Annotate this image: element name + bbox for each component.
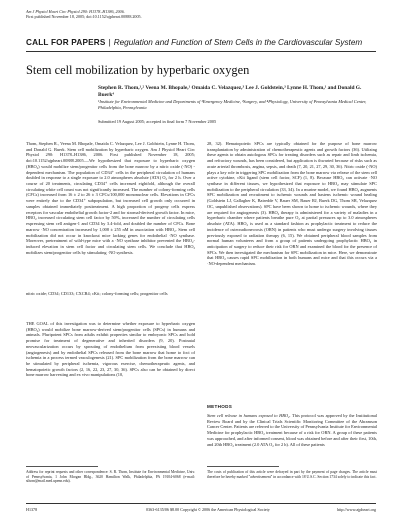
abstract-text: Thom, Stephen R., Veena M. Bhopale, Omaida C. Velazquez, Lee J. Goldstein, Lynne H. Thom, and Donald G. Buerk. Stem cell mobilization by hyperbaric oxygen. Am J Physiol Heart Circ Physiol 290: H1378–H1386, 2006. First published November 18, 2005; doi:10.1152/ajpheart.00888.2005.—We hypothesized that exposure to hyperbaric oxygen (HBO₂) would mobilize stem/progenitor cells from the bone marrow by a nitric oxide (·NO) -dependent mechanism. The population of CD34⁺ cells in the peripheral circulation of humans doubled in response to a single exposure to 2.0 atmospheres absolute (ATA) O₂ for 2 h. Over a course of 20 treatments, circulating CD34⁺ cells increased eightfold, although the overall circulating white cell count was not significantly increased. The number of colony-forming cells (CFCs) increased from 16 ± 2 to 26 ± 3 CFCs/100,000 mononuclear cells. Elevations in CFCs were entirely due to the CD34⁺ subpopulation, but increased cell growth only occurred in samples obtained immediately posttreatment. A high proportion of progeny cells express receptors for vascular endothelial growth factor-2 and for stromal-derived growth factor. In mice, HBO₂ increased circulating stem cell factor by 50%, increased the number of circulating cells expressing stem cell antigen-1 and CD34 by 3.4-fold, and doubled the number of CFCs. Bone marrow ·NO concentration increased by 1,008 ± 255 nM in association with HBO₂. Stem cell mobilization did not occur in knockout mice lacking genes for endothelial ·NO synthase. Moreover, pretreatment of wild-type mice with a ·NO synthase inhibitor prevented the HBO₂-induced elevation in stem cell factor and circulating stem cells. We conclude that HBO₂ mobilizes stem/progenitor cells by stimulating ·NO synthesis.: [26, 141, 196, 255]
introduction-continued-text: 28, 32). Hematopoietic SPCs are typically obtained for the purpose of bone marrow transplantation by administration of chemotherapeutic agents and growth factors (36). Utilizing these agents to obtain autologous SPCs for treating disorders such as repair and limb ischemia, and refractory wounds, has been considered, but application is thwarted because of risks such as acute arterial thrombosis, angina, sepsis, and death (7, 20, 21, 27, 29, 30, 36). Nitric oxide (·NO) plays a key role in triggering SPC mobilization from the bone marrow via release of the stem cell active cytokine, cKit ligand (stem cell factor, SCF) (1, 8). Because HBO₂ can activate ·NO synthase in different tissues, we hypothesized that exposure to HBO₂ may stimulate SPC mobilization to the peripheral circulation (33, 34). In a murine model, we found HBO₂ augments SPC mobilization and recruitment to ischemic wounds and hastens ischemic wound healing (Goldstein LJ, Gallagher K, Bairedde V, Bauer SM, Bauer RJ, Buerk DG, Thom SR, Velazquez OC, unpublished observations). SPC have been shown to home to ischemic wounds, where they are required for angiogenesis (3). HBO₂ therapy is administered for a variety of maladies in a hyperbaric chamber where patients breathe pure O₂ at partial pressures up to 3.0 atmospheres absolute (ATA). HBO₂ is used as a standard fashion as prophylactic treatment to reduce the incidence of osteoradionecrosis (ORN) in patients who must undergo surgery involving tissues previously exposed to radiation therapy (6, 15). We obtained peripheral blood samples from normal human volunteers and from a group of patients undergoing prophylactic HBO₂ in anticipation of surgery to reduce their risk for ORN and examined the blood for the presence of SPCs. We then investigated the mechanism for SPC mobilization in mice. Here, we demonstrate that HBO₂ causes rapid SPC mobilization in both humans and mice and that this occurs via a ·NO-dependent mechanism.: [207, 141, 377, 267]
journal-website-link[interactable]: http://www.ajpheart.org: [337, 507, 376, 512]
call-for-papers-label: CALL FOR PAPERS: [26, 38, 106, 47]
submission-dates: Submitted 19 August 2005; accepted in final form 7 November 2005: [98, 119, 217, 124]
series-title: Regulation and Function of Stem Cells in the Cardiovascular System: [113, 38, 363, 47]
introduction-text: THE GOAL of this investigation was to determine whether exposure to hyperbaric oxygen (HBO₂) would mobilize bone marrow-derived stem/progenitor cells (SPCs) in humans and animals. Pluripotent SPCs from adults exhibit properties similar to embryonic SPCs and hold promise for treatment of degenerative and inherited disorders (9, 20). Postnatal neovascularization occurs by sprouting of endothelium from preexisting blood vessels (angiogenesis) and by endothelial SPCs released from the bone marrow that home to foci of ischemia in a process termed vasculogenesis (21). SPC mobilization from the bone marrow can be stimulated by peripheral ischemia, vigorous exercise, chemotherapeutic agents, and hematopoietic growth factors (2, 16, 22, 23, 27, 30, 36). SPCs also can be obtained by direct bone marrow harvesting and ex vivo manipulations (10,: [26, 321, 195, 378]
footnote-rule-left: [26, 466, 98, 467]
abstract: [26, 141, 195, 255]
article-title: Stem cell mobilization by hyperbaric oxygen: [26, 63, 250, 77]
author-list: Stephen R. Thom,¹,² Veena M. Bhopale,¹ Omaida C. Velazquez,³ Lee J. Goldstein,³ Lynne H. Thom,¹ and Donald G. Buerk⁴: [98, 85, 362, 98]
footer-rule: [26, 503, 376, 504]
methods-heading: METHODS: [207, 404, 233, 409]
page-charges-footnote: The costs of publication of this article were defrayed in part by the payment of page charges. The article must therefore be hereby marked "advertisement" in accordance with 18 U.S.C. Section 1734 solely to indicate this fact.: [207, 470, 377, 479]
journal-masthead: [26, 9, 376, 19]
call-for-papers-banner: [26, 38, 376, 48]
introduction: [26, 321, 195, 378]
page-number: H1378: [26, 507, 38, 512]
methods-section: [207, 413, 377, 447]
banner-rule: [26, 51, 376, 52]
keywords-text: nitric oxide; CD34; CD133; CXCR4; cKit; colony-forming cells; progenitor cells: [26, 291, 168, 296]
citation-line: Am J Physiol Heart Circ Physiol 290: H1378–H1386, 2006.: [26, 9, 125, 14]
banner-separator: |: [108, 38, 111, 47]
methods-text: This protocol was approved by the Institutional Review Board and by the Clinical Trials Scientific Monitoring Committee of the Abramson Cancer Center. Patients are referred to the University of Pennsylvania Institute for Environmental Medicine for prophylactic HBO₂ treatment because of a risk for ORN. A group of these patients was approached, and after informed consent, blood was obtained before and after their first, 10th, and 20th HBO₂ treatment (2.0 ATA O₂ for 2 h). All of these patients: [207, 413, 377, 447]
methods-runin-heading: Stem cell release in humans exposed to HBO₂.: [207, 413, 291, 418]
affiliations: ¹Institute for Environmental Medicine and Departments of ²Emergency Medicine, ³Surgery, and ⁴Physiology, University of Pennsylvania Medical Center, Philadelphia, Pennsylvania: [98, 99, 367, 110]
introduction-continued: [207, 141, 377, 267]
correspondence-footnote: Address for reprint requests and other correspondence: S. R. Thom, Institute for Environmental Medicine, Univ. of Pennsylvania, 1 John Morgan Bldg., 3620 Hamilton Walk, Philadelphia, PA 19104-6068 (e-mail: sthom@mail.med.upenn.edu).: [26, 470, 195, 484]
first-published-line: First published November 18, 2005; doi:10.1152/ajpheart.00888.2005.: [26, 14, 142, 20]
keywords: [26, 291, 195, 297]
methods-paragraph: [207, 413, 377, 447]
copyright-line: 0363-6135/06 $8.00 Copyright © 2006 the American Physiological Society: [146, 507, 270, 512]
footnote-rule-right: [207, 466, 279, 467]
